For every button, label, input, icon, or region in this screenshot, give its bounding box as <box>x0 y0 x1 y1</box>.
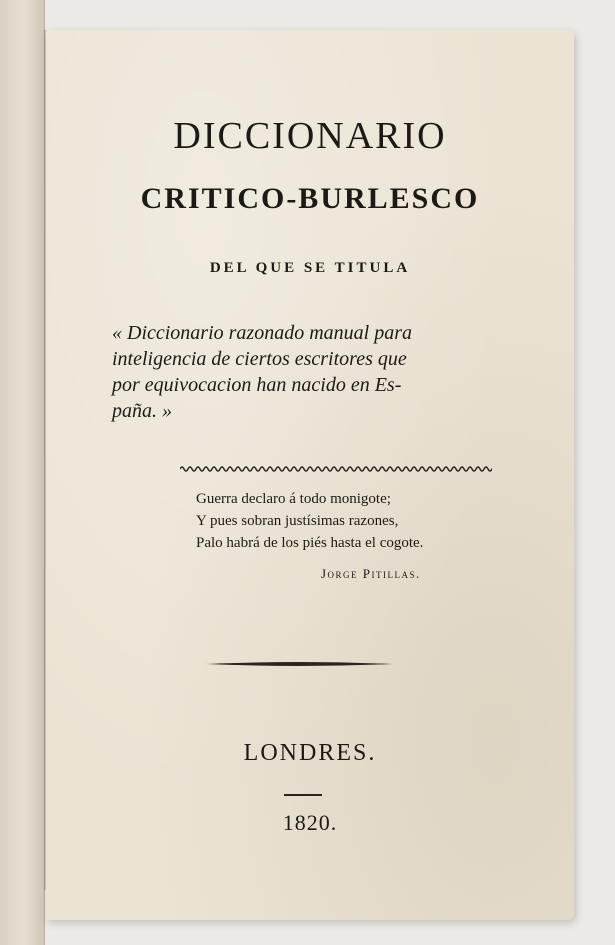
verse-line: Y pues sobran justísimas razones, <box>196 513 399 529</box>
short-rule <box>284 794 322 796</box>
ornamental-rule <box>206 660 392 668</box>
quote-line: por equivocacion han nacido en Es- <box>112 374 402 396</box>
wavy-ornament <box>180 464 492 474</box>
imprint-place: LONDRES. <box>243 740 377 766</box>
title-page <box>46 30 574 920</box>
verse-line: Guerra declaro á todo monigote; <box>196 491 391 507</box>
subtitle: DEL QUE SE TITULA <box>209 260 411 276</box>
quote-line: « Diccionario razonado manual para <box>112 322 412 344</box>
quote-line: inteligencia de ciertos escritores que <box>112 348 407 370</box>
verse-line: Palo habrá de los piés hasta el cogote. <box>196 535 424 551</box>
quote-line: paña. » <box>112 400 172 422</box>
quoted-title <box>112 320 502 424</box>
epigraph-author: Jorge Pitillas. <box>321 566 421 581</box>
epigraph-verse <box>196 488 516 554</box>
title-line-2: CRITICO-BURLESCO <box>140 182 480 215</box>
title-line-1: DICCIONARIO <box>173 115 447 157</box>
imprint-year: 1820. <box>282 810 338 835</box>
book-cover-edge <box>0 0 45 945</box>
